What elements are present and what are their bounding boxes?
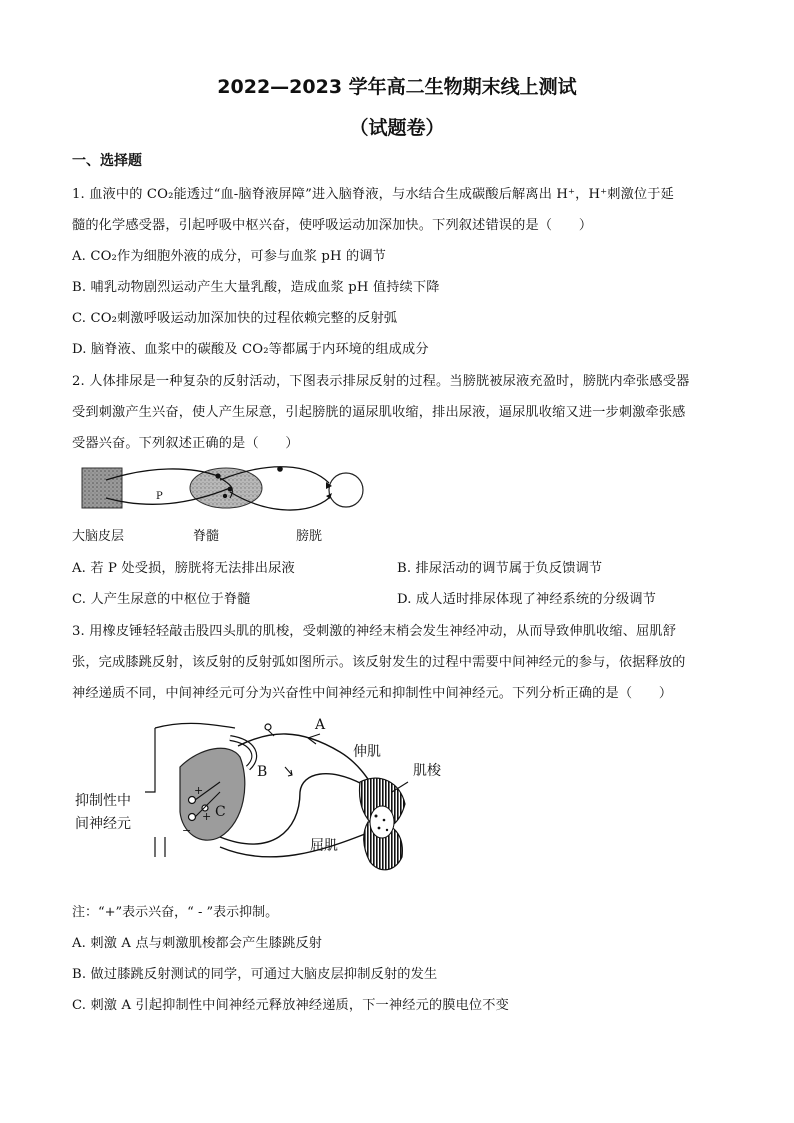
minus-sign: − [182,824,192,837]
q1-option-d: D. 脑脊液、血浆中的碳酸及 CO₂等都属于内环境的组成成分 [72,342,429,357]
page-title: 2022—2023 学年高二生物期末线上测试 [217,76,577,98]
label-bladder: 膀胱 [296,529,323,544]
label-b: B [257,764,268,780]
q3-stem-line3: 神经递质不同，中间神经元可分为兴奋性中间神经元和抑制性中间神经元。下列分析正确的是（ ） [72,686,673,701]
q3-option-b: B. 做过膝跳反射测试的同学，可通过大脑皮层抑制反射的发生 [72,967,438,982]
label-inhibitory-line1: 抑制性中 [75,793,131,809]
point-p-label: P [156,491,163,502]
label-a: A [315,717,326,733]
q2-option-b: B. 排尿活动的调节属于负反馈调节 [397,561,603,576]
q2-stem-line2: 受到刺激产生兴奋，使人产生尿意，引起膀胱的逼尿肌收缩，排出尿液，逼尿肌收缩又进一步刺激牵张感 [72,405,686,420]
q2-stem-line1: 2. 人体排尿是一种复杂的反射活动，下图表示排尿反射的过程。当膀胱被尿液充盈时，膀胱内牵张感受器 [72,374,690,389]
q1-option-b: B. 哺乳动物剧烈运动产生大量乳酸，造成血浆 pH 值持续下降 [72,280,440,295]
q3-stem-line1: 3. 用橡皮锤轻轻敲击股四头肌的肌梭，受刺激的神经末梢会发生神经冲动，从而导致伸肌收缩、屈肌舒 [72,624,677,639]
q3-option-c: C. 刺激 A 引起抑制性中间神经元释放神经递质，下一神经元的膜电位不变 [72,998,509,1013]
label-flexor: 屈肌 [310,838,338,854]
q1-stem-line2: 髓的化学感受器，引起呼吸中枢兴奋，使呼吸运动加深加快。下列叙述错误的是（ ） [72,218,593,233]
section-title: 一、选择题 [72,153,142,169]
q2-option-c: C. 人产生尿意的中枢位于脊髓 [72,592,251,607]
label-inhibitory-line2: 间神经元 [75,816,131,832]
q2-stem-line3: 受器兴奋。下列叙述正确的是（ ） [72,436,299,451]
q3-option-a: A. 刺激 A 点与刺激肌梭都会产生膝跳反射 [72,936,323,951]
label-c: C [215,804,226,820]
q2-option-a: A. 若 P 处受损，膀胱将无法排出尿液 [72,561,295,576]
q3-stem-line2: 张，完成膝跳反射，该反射的反射弧如图所示。该反射发生的过程中需要中间神经元的参与，依据释放的 [72,655,686,670]
urination-reflex-diagram [80,458,380,522]
plus-sign-2: + [202,810,212,823]
plus-sign-1: + [194,784,204,797]
cerebral-cortex-block [82,468,122,508]
label-spinal-cord: 脊髓 [193,529,220,544]
label-spindle: 肌梭 [413,763,441,779]
label-cerebral-cortex: 大脑皮层 [72,529,125,544]
q3-note: 注：“+”表示兴奋，“ - ”表示抑制。 [72,905,279,920]
q1-option-a: A. CO₂作为细胞外液的成分，可参与血浆 pH 的调节 [72,249,386,264]
q2-option-d: D. 成人适时排尿体现了神经系统的分级调节 [397,592,657,607]
q1-option-c: C. CO₂刺激呼吸运动加深加快的过程依赖完整的反射弧 [72,311,398,326]
q1-stem-line1: 1. 血液中的 CO₂能透过“血-脑脊液屏障”进入脑脊液，与水结合生成碳酸后解离出 H⁺，H⁺刺激位于延 [72,187,674,202]
label-extensor: 伸肌 [353,744,381,760]
page-subtitle: （试题卷） [349,117,445,139]
bladder-circle [329,473,363,507]
